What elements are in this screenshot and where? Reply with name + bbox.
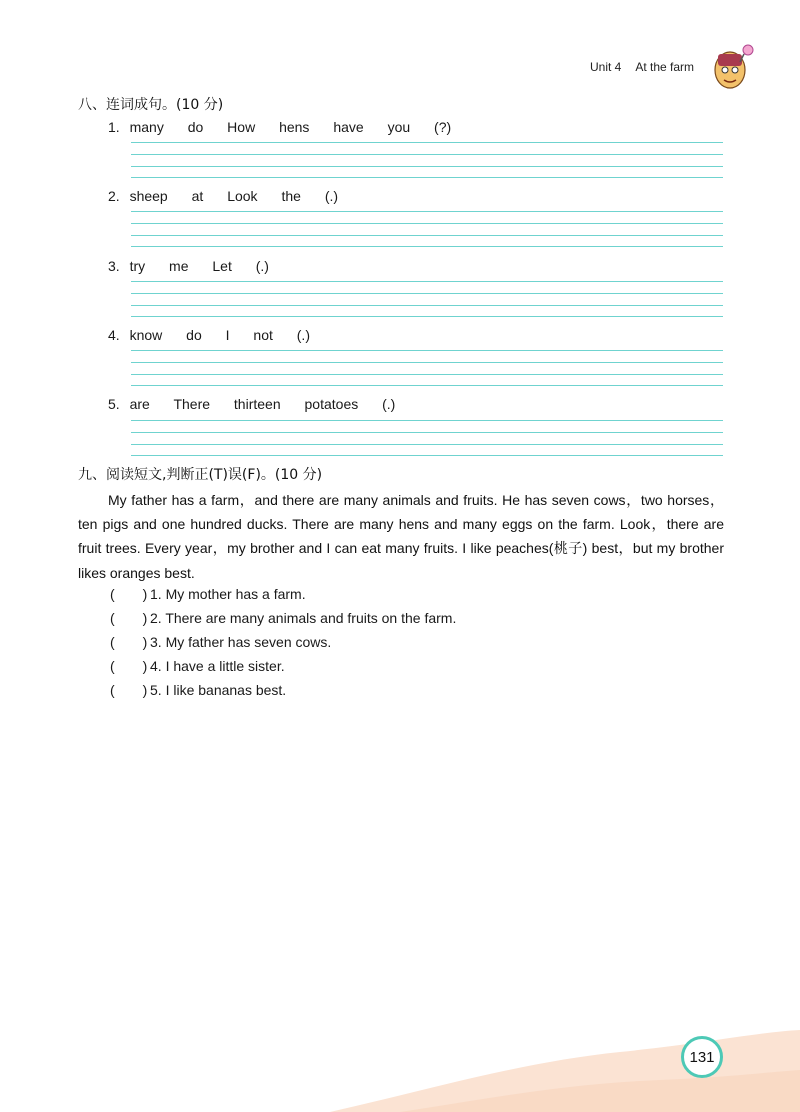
- word: (?): [434, 119, 452, 135]
- word: (.): [255, 258, 269, 274]
- word: There: [173, 396, 211, 412]
- word: (.): [324, 188, 339, 204]
- word: potatoes: [304, 396, 359, 412]
- word: me: [169, 258, 189, 274]
- page-number-badge: 131: [681, 1036, 723, 1078]
- unit-label: Unit 4: [590, 60, 622, 74]
- word: many: [129, 119, 164, 135]
- word: (.): [382, 396, 396, 412]
- footer-wave-decoration: [0, 992, 800, 1112]
- answer-blank[interactable]: ( ): [110, 586, 148, 602]
- question-1: 1. many do How hens have you (?): [108, 119, 452, 135]
- word: at: [191, 188, 204, 204]
- word: sheep: [129, 188, 168, 204]
- word: do: [187, 119, 204, 135]
- question-4: 4. know do I not (.): [108, 327, 310, 343]
- section-9-title: 九、阅读短文,判断正(T)误(F)。(10 分): [78, 467, 323, 483]
- section-8-title: 八、连词成句。(10 分): [78, 97, 224, 113]
- question-2: 2. sheep at Look the (.): [108, 188, 339, 204]
- writing-lines-2[interactable]: [131, 211, 723, 258]
- word: have: [333, 119, 364, 135]
- word: the: [281, 188, 301, 204]
- word: do: [186, 327, 202, 343]
- question-5: 5. are There thirteen potatoes (.): [108, 396, 396, 412]
- word: know: [129, 327, 163, 343]
- statement-4: ( ) 4. I have a little sister.: [110, 658, 285, 674]
- answer-blank[interactable]: ( ): [110, 610, 148, 626]
- statement-5: ( ) 5. I like bananas best.: [110, 682, 287, 698]
- writing-lines-3[interactable]: [131, 281, 723, 328]
- word: try: [129, 258, 146, 274]
- word: Let: [212, 258, 232, 274]
- word: Look: [227, 188, 258, 204]
- writing-lines-5[interactable]: [131, 420, 723, 467]
- answer-blank[interactable]: ( ): [110, 682, 148, 698]
- statement-3: ( ) 3. My father has seven cows.: [110, 634, 332, 650]
- page-header: [590, 60, 708, 74]
- question-3: 3. try me Let (.): [108, 258, 269, 274]
- word: I: [225, 327, 230, 343]
- word: thirteen: [233, 396, 281, 412]
- statement-2: ( ) 2. There are many animals and fruits on the farm.: [110, 610, 457, 626]
- unit-title: At the farm: [635, 60, 695, 74]
- word: not: [253, 327, 273, 343]
- statement-1: ( ) 1. My mother has a farm.: [110, 586, 306, 602]
- writing-lines-1[interactable]: [131, 142, 723, 189]
- word: How: [227, 119, 256, 135]
- word: are: [129, 396, 150, 412]
- word: you: [387, 119, 411, 135]
- answer-blank[interactable]: ( ): [110, 658, 148, 674]
- word: hens: [279, 119, 310, 135]
- word: (.): [296, 327, 310, 343]
- mascot-icon: [708, 40, 758, 92]
- answer-blank[interactable]: ( ): [110, 634, 148, 650]
- reading-passage: My father has a farm，and there are many animals and fruits. He has seven cows，two horses，ten pigs and one hundred ducks. There are many hens and many eggs on the farm. Look，there are fruit trees. Every year，my brother and I can eat many fruits. I like peaches(桃子) best，but my brother likes oranges best.: [78, 492, 724, 581]
- writing-lines-4[interactable]: [131, 350, 723, 397]
